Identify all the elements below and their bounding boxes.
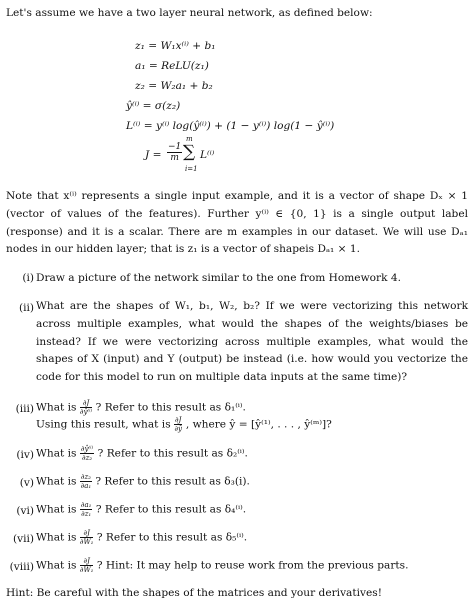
fraction-denominator: ∂z₁ [81, 510, 92, 518]
fraction-numerator: ∂J [175, 416, 182, 424]
equation-z2: z₂ = W₂a₁ + b₂ [135, 80, 213, 92]
cost-fraction-numerator: −1 [168, 142, 182, 152]
fraction-numerator: ∂a₁ [80, 501, 92, 509]
fraction-denominator: ∂W₁ [79, 566, 94, 574]
question-suffix: ? Refer to this result as δ₄⁽ⁱ⁾. [95, 503, 247, 516]
derivative-fraction [80, 557, 94, 574]
question-prefix: What is [36, 559, 77, 572]
question-suffix: ? Hint: It may help to reuse work from the previous parts. [96, 559, 409, 572]
derivative-fraction [80, 529, 94, 546]
question-line [36, 399, 246, 416]
question-line [36, 529, 247, 546]
equation-yhat: ŷ⁽ⁱ⁾ = σ(z₂) [126, 100, 181, 112]
sum-symbol: ∑ [183, 142, 196, 162]
equation-a1: a₁ = ReLU(z₁) [135, 60, 209, 72]
derivative-fraction [80, 445, 94, 462]
fraction-denominator: ∂ŷ [174, 425, 183, 433]
fraction-numerator: ∂J [80, 399, 92, 408]
question-prefix: What is [36, 503, 77, 516]
question-number: (vii) [12, 533, 34, 545]
question-prefix: What is [36, 475, 77, 488]
derivative-fraction [80, 399, 92, 416]
question-number: (iii) [15, 403, 34, 415]
question-number: (v) [19, 477, 34, 489]
derivative-fraction [80, 501, 93, 518]
fraction-denominator: ∂ŷ⁽ⁱ⁾ [79, 408, 93, 416]
question-prefix: What is [36, 531, 77, 544]
cost-fraction-denominator: m [170, 153, 179, 163]
question-line [36, 501, 246, 518]
fraction-denominator: ∂z₂ [82, 454, 93, 462]
question-prefix: What is [36, 447, 77, 460]
equation-cost-left: J = [145, 149, 162, 161]
question-number: (vi) [16, 505, 34, 517]
question-number: (iv) [16, 449, 34, 461]
fraction-numerator: ∂J [80, 557, 94, 566]
equation-cost-fraction [167, 142, 182, 163]
question-prefix: Using this result, what is [36, 418, 171, 431]
equation-loss: L⁽ⁱ⁾ = y⁽ⁱ⁾ log(ŷ⁽ⁱ⁾) + (1 − y⁽ⁱ⁾) log(1 − ŷ⁽ⁱ⁾) [126, 120, 335, 132]
fraction-denominator: ∂W₁ [79, 538, 94, 546]
question-suffix: ? Refer to this result as δ₁⁽ⁱ⁾. [95, 401, 246, 414]
question-prefix: What is [36, 401, 77, 414]
derivative-fraction [80, 473, 92, 490]
equation-z1: z₁ = W₁x⁽ⁱ⁾ + b₁ [135, 40, 216, 52]
cost-term: L⁽ⁱ⁾ [200, 149, 215, 161]
hint-text: Hint: Be careful with the shapes of the matrices and your derivatives! [6, 587, 382, 599]
question-suffix: ? Refer to this result as δ₂⁽ⁱ⁾. [97, 447, 248, 460]
question-text: Draw a picture of the network similar to the one from Homework 4. [36, 272, 401, 284]
sum-lower-limit: i=1 [185, 165, 198, 173]
question-suffix: ? Refer to this result as δ₅⁽ⁱ⁾. [96, 531, 248, 544]
question-number: (ii) [18, 302, 34, 314]
fraction-numerator: ∂J [80, 529, 94, 538]
question-number: (viii) [9, 561, 34, 573]
question-suffix: , where ŷ = [ŷ⁽¹⁾, . . . , ŷ⁽ᵐ⁾]? [185, 418, 332, 431]
derivative-fraction [174, 416, 182, 433]
question-suffix: ? Refer to this result as δ₃(i). [95, 475, 250, 488]
question-line [36, 473, 250, 490]
question-text: What are the shapes of W₁, b₁, W₂, b₂? If we were vectorizing this network across multiple examples, what would the shapes of the weights/biases be instead? If we were vectorizing across multiple examples, what would the shapes of X (input) and Y (output) be instead (i.e. how would you vectorize the code for this model to run on multiple data inputs at the same time)? [36, 300, 468, 384]
sum-upper-limit: m [186, 135, 193, 143]
note-paragraph: Note that x⁽ⁱ⁾ represents a single input example, and it is a vector of shape Dₓ × 1 (vector of values of the features). Further y⁽ⁱ⁾ ∈ {0, 1} is a single output label (response) and it is a scalar. There are m examples in our dataset. We will use Dₐ₁ nodes in our hidden layer; that is z₁ is a vector of shapeis Dₐ₁ × 1. [6, 190, 468, 256]
question-number: (i) [22, 272, 34, 284]
fraction-numerator: ∂z₂ [80, 473, 91, 481]
question-line [36, 557, 408, 574]
question-line-2 [36, 416, 332, 433]
fraction-numerator: ∂ŷ⁽ⁱ⁾ [80, 445, 94, 453]
question-line [36, 445, 248, 462]
fraction-denominator: ∂a₁ [80, 482, 92, 490]
intro-text: Let's assume we have a two layer neural network, as defined below: [6, 7, 373, 19]
